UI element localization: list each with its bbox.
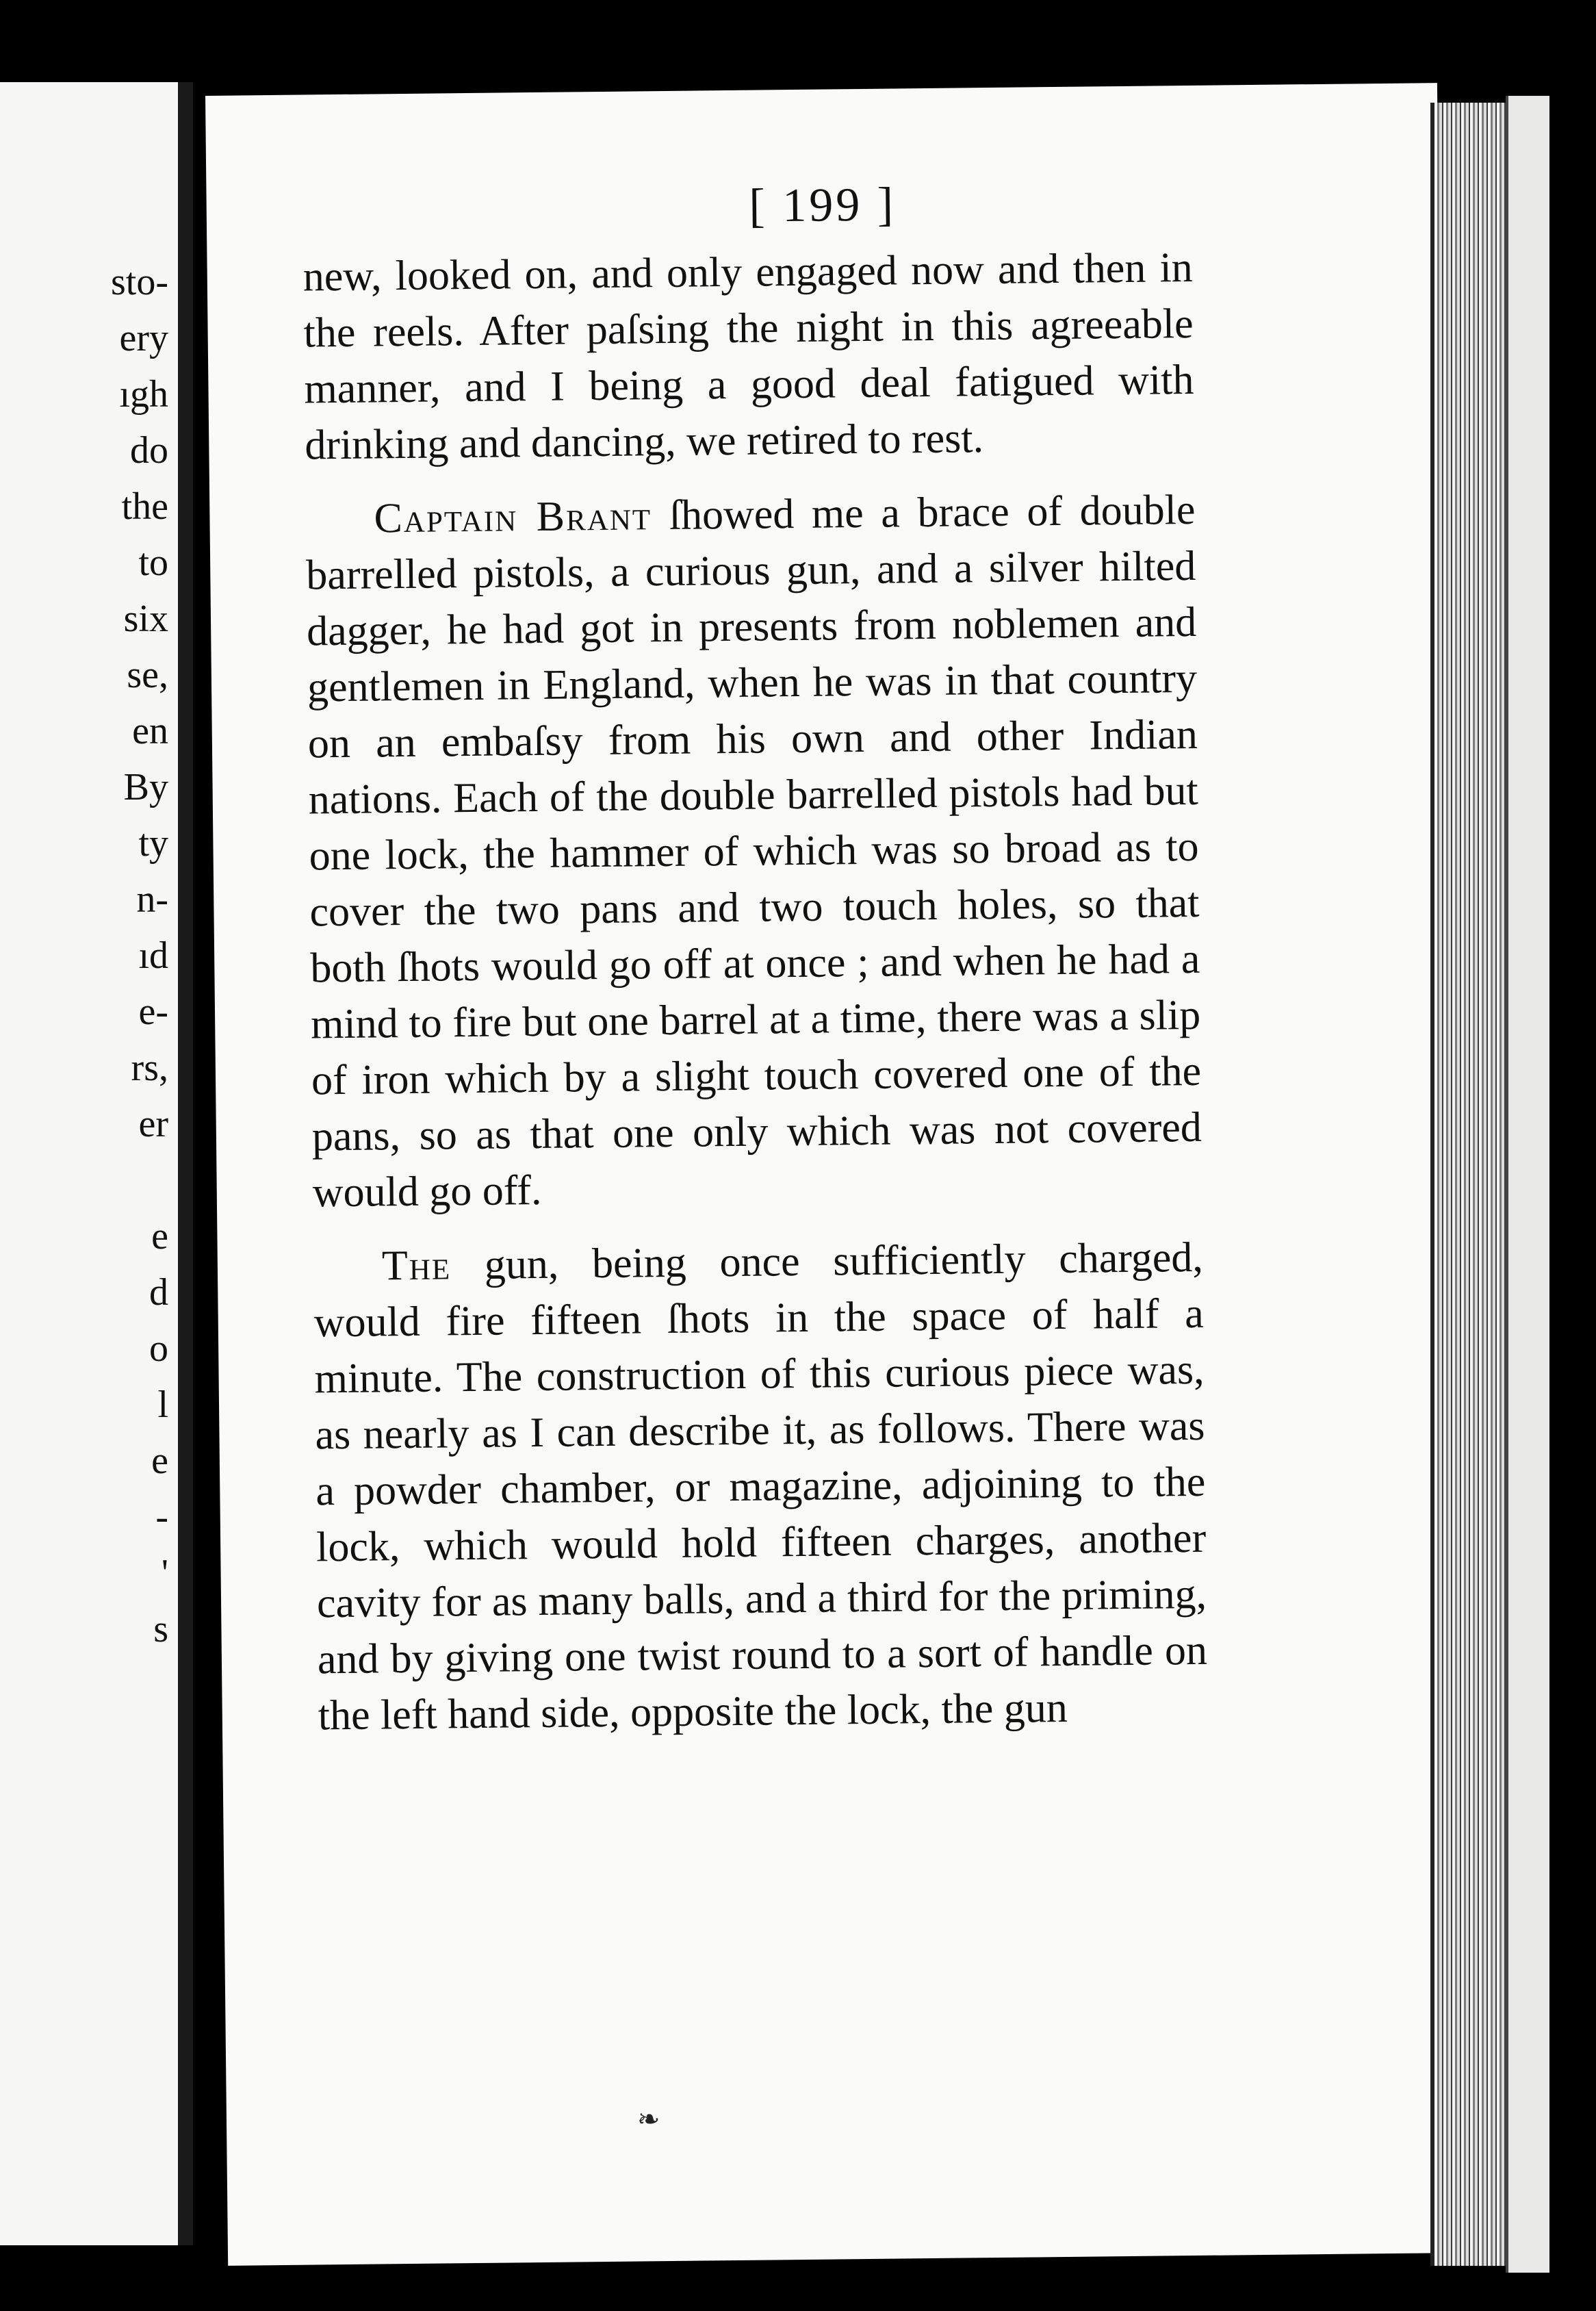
left-page-line: l (157, 1383, 168, 1426)
left-page-line: se, (127, 654, 168, 696)
paragraph-lead: The (381, 1242, 452, 1290)
paragraph-3 (313, 1229, 1208, 1744)
ink-smudge: ❧ (636, 2104, 660, 2136)
left-page-line: - (155, 1496, 168, 1538)
left-page-line: en (132, 710, 168, 752)
paragraph-lead: Captain Brant (374, 492, 652, 542)
left-page-line: ıd (138, 934, 168, 977)
left-page (0, 82, 193, 2245)
left-page-line: n- (136, 878, 168, 921)
paragraph-text: new, looked on, and only engaged now and then in the reels. After paſsing the night in this agreeable manner, and I being a good deal fatigued with drinking and dancing, we retired to rest. (303, 244, 1194, 469)
right-page (205, 83, 1460, 2266)
paragraph-2 (305, 482, 1202, 1221)
left-page-line: d (149, 1271, 168, 1314)
page-body (303, 240, 1208, 1744)
left-page-line: do (130, 429, 168, 472)
left-page-line: rs, (131, 1047, 168, 1089)
left-page-line: e (151, 1440, 168, 1482)
paragraph-text: ſhowed me a brace of double barrelled pistols, a curious gun, and a silver hilted dagger, he had got in presents from noblemen and gentlemen in England, when he was in that country on an embaſsy from his own and other Indian nations. Each of the double barrelled pistols had but one lock, the hammer of which was so broad as to cover the two pans and two touch holes, so that both ſhots would go off at once ; and when he had a mind to fire but one barrel at a time, there was a slip of iron which by a slight touch covered one of the pans, so as that one only which was not covered would go off. (305, 486, 1202, 1216)
left-page-line: o (149, 1327, 168, 1370)
left-page-line: s (153, 1608, 168, 1650)
left-page-line: By (123, 766, 168, 808)
left-page-line: ıgh (119, 373, 168, 416)
left-page-line: to (138, 541, 168, 584)
left-page-line: e- (138, 991, 168, 1033)
page-number: [ 199 ] (749, 178, 897, 233)
paragraph-1 (303, 240, 1194, 474)
left-page-line: er (138, 1103, 168, 1145)
left-page-line: ty (138, 822, 168, 865)
left-page-line: sto- (111, 261, 168, 303)
left-page-line: ery (119, 317, 168, 359)
book-edge (1506, 96, 1549, 2273)
left-page-line: six (123, 598, 168, 640)
left-page-line: e (151, 1215, 168, 1257)
left-page-line: the (121, 485, 168, 528)
paragraph-text: gun, being once sufficiently charged, would fire fifteen ſhots in the space of half a minute. The construction of this curious piece was, as nearly as I can describe it, as follows. There was a powder chamber, or magazine, adjoining to the lock, which would hold fifteen charges, another cavity for as many balls, and a third for the priming, and by giving one twist round to a sort of handle on the left hand side, opposite the lock, the gun (313, 1234, 1208, 1739)
left-page-line: ' (161, 1552, 168, 1594)
